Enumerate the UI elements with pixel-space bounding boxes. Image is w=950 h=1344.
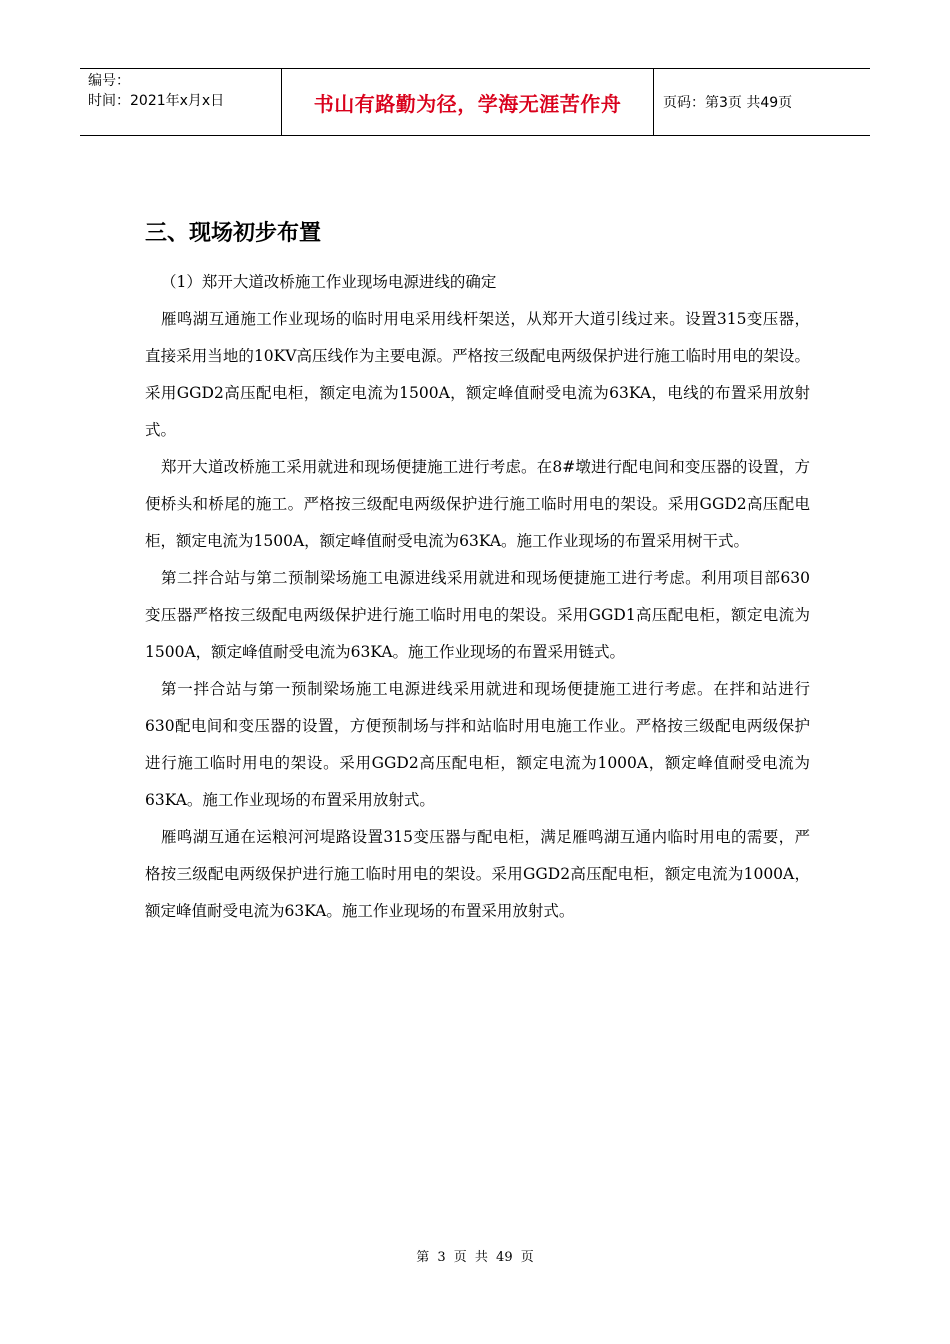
paragraph: 郑开大道改桥施工采用就进和现场便捷施工进行考虑。在8#墩进行配电间和变压器的设置，方便桥头和桥尾的施工。严格按三级配电两级保护进行施工临时用电的架设。采用GGD2高压配电柜，额定电流为1500A，额定峰值耐受电流为63KA。施工作业现场的布置采用树干式。: [145, 458, 810, 550]
paragraph: 雁鸣湖互通施工作业现场的临时用电采用线杆架送，从郑开大道引线过来。设置315变压器，直接采用当地的10KV高压线作为主要电源。严格按三级配电两级保护进行施工临时用电的架设。采用GGD2高压配电柜，额定电流为1500A，额定峰值耐受电流为63KA，电线的布置采用放射式。: [145, 310, 810, 439]
header-meta: [80, 69, 282, 135]
document-number-label: 编号：: [88, 73, 130, 89]
document-body: [145, 264, 810, 930]
header-page-info: 页码：第3页 共49页: [663, 95, 793, 111]
document-date: 时间：2021年x月x日: [88, 93, 225, 109]
page-header: [80, 68, 870, 136]
paragraph: 雁鸣湖互通在运粮河河堤路设置315变压器与配电柜，满足雁鸣湖互通内临时用电的需要，严格按三级配电两级保护进行施工临时用电的架设。采用GGD2高压配电柜，额定电流为1000A，额定峰值耐受电流为63KA。施工作业现场的布置采用放射式。: [145, 828, 810, 920]
subsection-title: （1）郑开大道改桥施工作业现场电源进线的确定: [161, 273, 497, 291]
paragraph: 第一拌合站与第一预制梁场施工电源进线采用就进和现场便捷施工进行考虑。在拌和站进行630配电间和变压器的设置，方便预制场与拌和站临时用电施工作业。严格按三级配电两级保护进行施工临时用电的架设。采用GGD2高压配电柜，额定电流为1000A，额定峰值耐受电流为63KA。施工作业现场的布置采用放射式。: [145, 680, 810, 809]
header-motto: 书山有路勤为径，学海无涯苦作舟: [282, 69, 654, 135]
section-title: 三、现场初步布置: [145, 221, 322, 246]
paragraph: 第二拌合站与第二预制梁场施工电源进线采用就进和现场便捷施工进行考虑。利用项目部630变压器严格按三级配电两级保护进行施工临时用电的架设。采用GGD1高压配电柜，额定电流为1500A，额定峰值耐受电流为63KA。施工作业现场的布置采用链式。: [145, 569, 810, 661]
page-footer: 第 3 页 共 49 页: [416, 1250, 534, 1265]
